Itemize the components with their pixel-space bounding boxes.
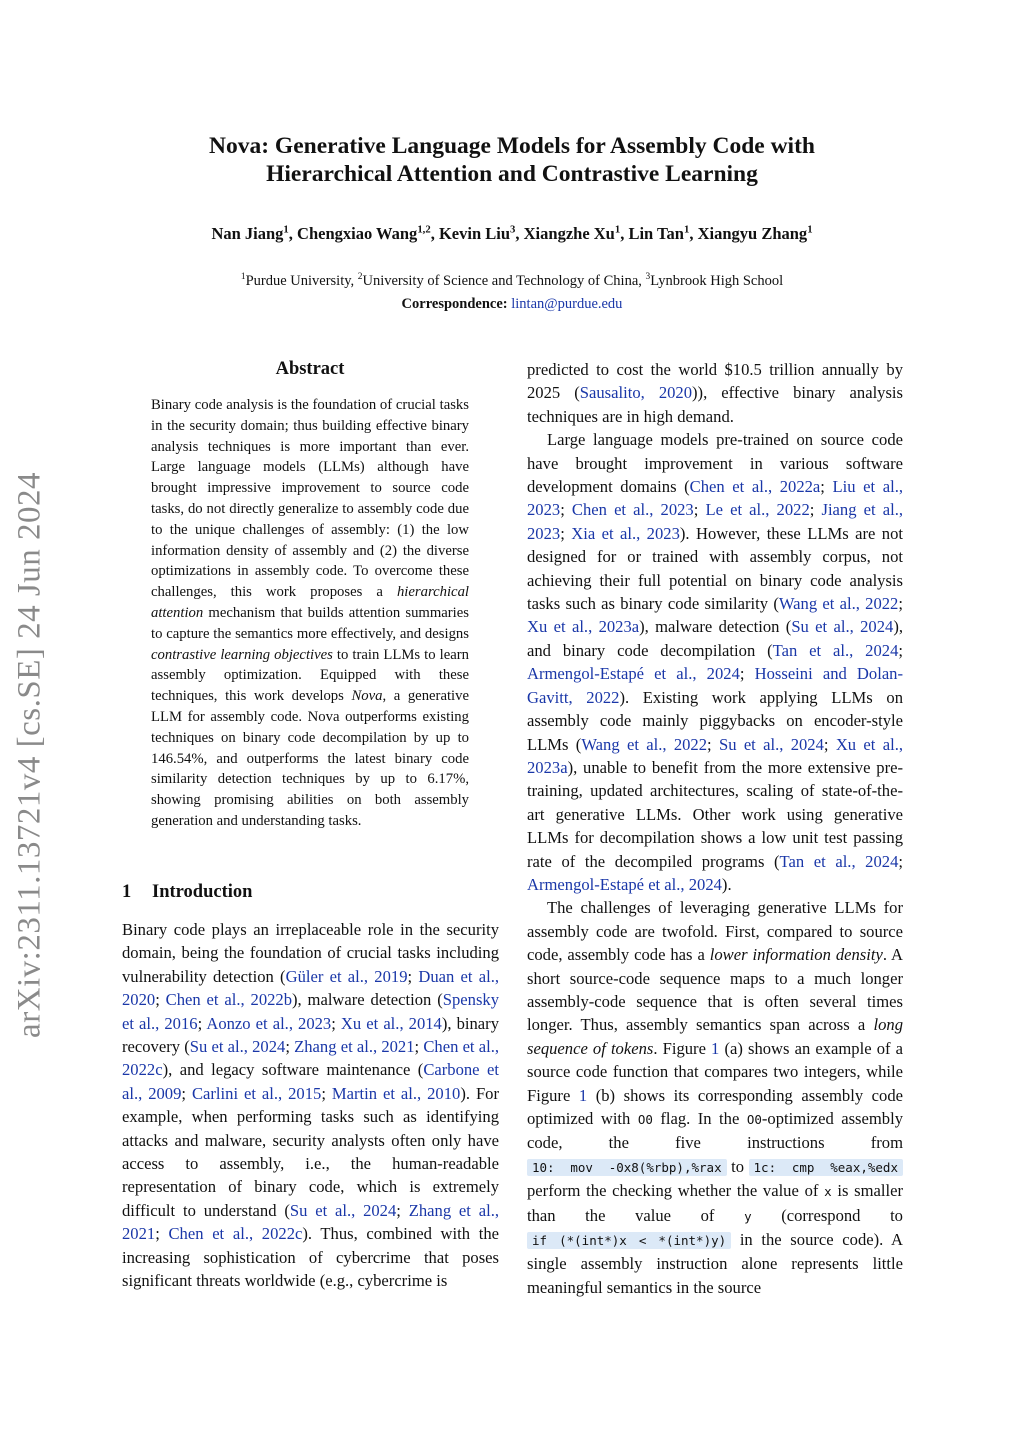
citation-link[interactable]: Zhang et al., 2021	[294, 1037, 415, 1057]
author: Xiangzhe Xu$^1$	[523, 223, 621, 243]
highlighted-code: if (*(int*)x < *(int*)y)	[527, 1232, 731, 1249]
author: Chengxiao Wang$^{1,2}$	[297, 223, 431, 243]
author: Nan Jiang$^1$	[211, 223, 289, 243]
citation-link[interactable]: Armengol-Estapé et al., 2024	[527, 664, 740, 684]
paragraph: The challenges of leveraging generative LLMs for assembly code are twofold. First, compared to source code, assembly code has a lower information density. A short source-code sequence maps to a much longer assembly-code sequence that is often several times longer. Thus, assembly semantics span across a long sequence of tokens. Figure 1 (a) shows an example of a source code function that compares two integers, while Figure 1 (b) shows its corresponding assembly code optimized with O0 flag. In the O0-optimized assembly code, the five instructions from 10: mov -0x8(%rbp),%rax to 1c: cmp %eax,%edx perform the checking whether the value of x is smaller than the value of y (correspond to if (*(int*)x < *(int*)y) in the source code). A single assembly instruction alone represents little meaningful semantics in the source	[527, 898, 903, 1297]
paragraph: Large language models pre-trained on source code have brought improvement in various software development domains (Chen et al., 2022a; Liu et al., 2023; Chen et al., 2023; Le et al., 2022; Jiang et al., 2023; Xia et al., 2023). However, these LLMs are not designed for or trained with assembly corpus, not achieving their full potential on binary code analysis tasks such as binary code similarity (Wang et al., 2022; Xu et al., 2023a), malware detection (Su et al., 2024), and binary code decompilation (Tan et al., 2024; Armengol-Estapé et al., 2024; Hosseini and Dolan-Gavitt, 2022). Existing work applying LLMs on assembly code mainly piggybacks on encoder-style LLMs (Wang et al., 2022; Su et al., 2024; Xu et al., 2023a), unable to benefit from the more extensive pre-training, updated architectures, scaling of state-of-the-art generative LLMs. Other work using generative LLMs for decompilation shows a low unit test passing rate of the decompiled programs (Tan et al., 2024; Armengol-Estapé et al., 2024).	[527, 430, 904, 894]
citation-link[interactable]: Xu et al., 2023a	[527, 617, 640, 637]
citation-link[interactable]: Su et al., 2024	[791, 617, 894, 637]
citation-link[interactable]: Chen et al., 2023	[571, 500, 694, 520]
citation-link[interactable]: Chen et al., 2022b	[165, 990, 293, 1010]
citation-link[interactable]: Liu et al., 2023	[527, 477, 904, 520]
affiliation: Lynbrook High School	[650, 273, 784, 289]
citation-link[interactable]: Duan et al., 2020	[122, 966, 499, 1010]
citation-link[interactable]: Carbone et al., 2009	[122, 1060, 499, 1103]
arxiv-identifier: arXiv:2311.13721v4 [cs.SE] 24 Jun 2024	[11, 472, 48, 1038]
citation-link[interactable]: Chen et al., 2022c	[122, 1037, 500, 1080]
section-title: Introduction	[152, 882, 253, 902]
author-list: Nan Jiang$^1$, Chengxiao Wang$^{1,2}$, Kevin Liu$^3$, Xiangzhe Xu$^1$, Lin Tan$^1$, Xiangyu Zhang$^1$	[211, 223, 813, 243]
author: Kevin Liu$^3$	[438, 223, 516, 243]
affiliation-list: $^1$Purdue University, $^2$University of Science and Technology of China, $^3$Lynbrook High School	[240, 272, 784, 289]
citation-link[interactable]: Tan et al., 2024	[779, 851, 899, 871]
citation-link[interactable]: Chen et al., 2022a	[689, 477, 821, 497]
paragraph: Binary code plays an irreplaceable role in the security domain, being the foundation of crucial tasks including vulnerability detection (Güler et al., 2019; Duan et al., 2020; Chen et al., 2022b), malware detection (Spensky et al., 2016; Aonzo et al., 2023; Xu et al., 2014), binary recovery (Su et al., 2024; Zhang et al., 2021; Chen et al., 2022c), and legacy software maintenance (Carbone et al., 2009; Carlini et al., 2015; Martin et al., 2010). For example, when performing tasks such as identifying attacks and malware, security analysts often only have access to assembly, i.e., the human-readable representation of binary code, which is extremely difficult to understand (Su et al., 2024; Zhang et al., 2021; Chen et al., 2022c). Thus, combined with the increasing sophistication of cybercrime that poses significant threats worldwide (e.g., cybercrime is	[122, 920, 500, 1291]
figure-reference-link[interactable]: 1	[711, 1038, 720, 1058]
citation-link[interactable]: Carlini et al., 2015	[191, 1083, 322, 1103]
introduction-left-column	[122, 918, 499, 1293]
section-heading-introduction	[122, 882, 502, 903]
citation-link[interactable]: Hosseini and Dolan-Gavitt, 2022	[527, 664, 904, 707]
citation-link[interactable]: Xu et al., 2014	[340, 1013, 442, 1033]
citation-link[interactable]: Aonzo et al., 2023	[206, 1013, 332, 1033]
inline-code: y	[744, 1208, 752, 1224]
citation-link[interactable]: Xu et al., 2023a	[527, 734, 903, 777]
citation-link[interactable]: Su et al., 2024	[289, 1200, 397, 1220]
citation-link[interactable]: Armengol-Estapé et al., 2024	[527, 874, 722, 894]
figure-reference-link[interactable]: 1	[578, 1085, 588, 1105]
citation-link[interactable]: Sausalito, 2020	[579, 383, 693, 403]
author: Lin Tan$^1$	[628, 223, 690, 243]
inline-code: O0	[637, 1112, 653, 1127]
citation-link[interactable]: Zhang et al., 2021	[122, 1200, 499, 1244]
inline-code: O0	[746, 1112, 762, 1127]
correspondence-email-link[interactable]: lintan@purdue.edu	[511, 296, 623, 312]
author: Xiangyu Zhang$^1$	[697, 223, 813, 243]
citation-link[interactable]: Martin et al., 2010	[331, 1083, 461, 1103]
citation-link[interactable]: Su et al., 2024	[718, 734, 824, 754]
highlighted-code: 10: mov -0x8(%rbp),%rax	[527, 1159, 727, 1176]
citation-link[interactable]: Tan et al., 2024	[772, 640, 899, 660]
title-line-2: Hierarchical Attention and Contrastive Learning	[266, 161, 758, 187]
citation-link[interactable]: Spensky et al., 2016	[122, 990, 499, 1033]
paper-title	[130, 132, 894, 188]
citation-link[interactable]: Chen et al., 2022c	[168, 1224, 303, 1244]
correspondence-label: Correspondence:	[401, 296, 508, 312]
title-line-1: Nova: Generative Language Models for Assembly Code with	[209, 133, 815, 159]
inline-code: x	[824, 1184, 832, 1200]
citation-link[interactable]: Güler et al., 2019	[285, 966, 408, 986]
citation-link[interactable]: Wang et al., 2022	[778, 594, 899, 614]
paragraph: predicted to cost the world $10.5 trillion annually by 2025 (Sausalito, 2020)), effective binary analysis techniques are in high demand.	[527, 360, 903, 426]
affiliation: Purdue University	[245, 273, 351, 289]
highlighted-code: 1c: cmp %eax,%edx	[749, 1159, 903, 1176]
affiliations	[100, 270, 924, 316]
citation-link[interactable]: Jiang et al., 2023	[527, 500, 903, 543]
citation-link[interactable]: Wang et al., 2022	[581, 734, 708, 754]
abstract-heading: Abstract	[275, 359, 345, 379]
section-number: 1	[122, 882, 132, 902]
affiliation: University of Science and Technology of China	[362, 273, 639, 289]
citation-link[interactable]: Le et al., 2022	[705, 500, 810, 520]
abstract-body: Binary code analysis is the foundation of crucial tasks in the security domain; thus building effective binary analysis techniques is more important than ever. Large language models (LLMs) although have brought impressive improvement to source code tasks, do not directly generalize to assembly code due to the unique challenges of assembly: (1) the low information density of assembly and (2) the diverse optimizations in assembly code. To overcome these challenges, this work proposes a hierarchical attention mechanism that builds attention summaries to capture the semantics more effectively, and designs contrastive learning objectives to train LLMs to learn assembly optimization. Equipped with these techniques, this work develops Nova, a generative LLM for assembly code. Nova outperforms existing techniques on binary code decompilation by up to 146.54%, and outperforms the latest binary code similarity detection techniques by up to 6.17%, showing promising abilities on both assembly generation and understanding tasks.	[151, 397, 469, 829]
citation-link[interactable]: Xia et al., 2023	[571, 523, 680, 543]
introduction-right-column	[527, 358, 903, 1299]
correspondence	[100, 293, 924, 316]
citation-link[interactable]: Su et al., 2024	[189, 1037, 286, 1057]
